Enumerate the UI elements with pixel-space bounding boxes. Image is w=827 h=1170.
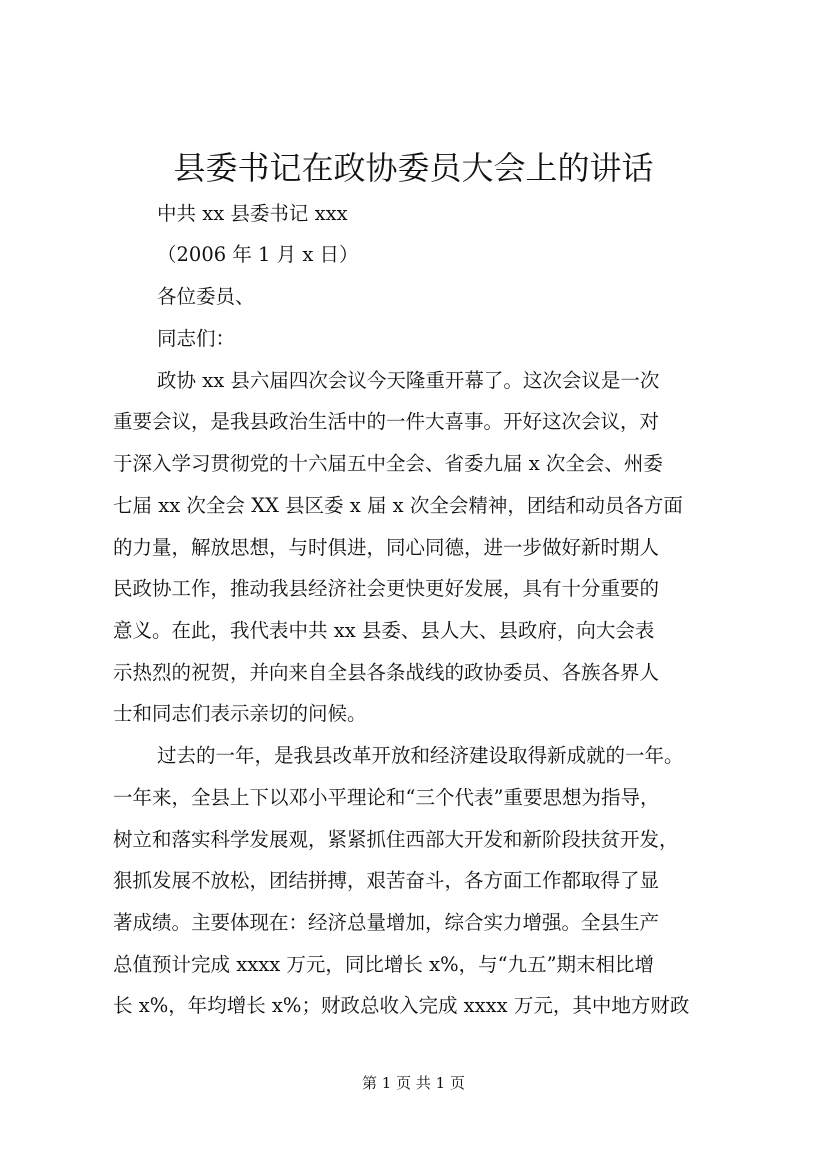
salutation-members: 各位委员、	[157, 285, 255, 308]
paragraph-line: 政协 xx 县六届四次会议今天隆重开幕了。这次会议是一次	[157, 369, 660, 392]
salutation-comrades: 同志们：	[157, 327, 236, 350]
paragraph-line: 长 x%，年均增长 x%；财政总收入完成 xxxx 万元，其中地方财政	[113, 994, 690, 1017]
document-title: 县委书记在政协委员大会上的讲话	[173, 149, 654, 187]
date-line: （2006 年 1 月 x 日）	[157, 243, 359, 266]
paragraph-line: 树立和落实科学发展观，紧紧抓住西部大开发和新阶段扶贫开发，	[113, 828, 679, 851]
paragraph-line: 示热烈的祝贺，并向来自全县各条战线的政协委员、各族各界人	[113, 661, 660, 684]
paragraph-line: 七届 xx 次全会 XX 县区委 x 届 x 次全会精神，团结和动员各方面	[113, 494, 683, 517]
author-line: 中共 xx 县委书记 xxx	[157, 202, 348, 225]
page-indicator: 第 1 页 共 1 页	[362, 1074, 465, 1092]
paragraph-line: 著成绩。主要体现在：经济总量增加，综合实力增强。全县生产	[113, 911, 660, 934]
paragraph-line: 一年来，全县上下以邓小平理论和“三个代表”重要思想为指导，	[113, 786, 660, 809]
paragraph-line: 过去的一年，是我县改革开放和经济建设取得新成就的一年。	[157, 744, 684, 767]
paragraph-line: 的力量，解放思想，与时俱进，同心同德，进一步做好新时期人	[113, 536, 660, 559]
paragraph-line: 民政协工作，推动我县经济社会更快更好发展，具有十分重要的	[113, 577, 660, 600]
paragraph-line: 意义。在此，我代表中共 xx 县委、县人大、县政府，向大会表	[113, 619, 655, 642]
paragraph-line: 重要会议，是我县政治生活中的一件大喜事。开好这次会议，对	[113, 410, 660, 433]
paragraph-line: 总值预计完成 xxxx 万元，同比增长 x%，与“九五”期末相比增	[113, 953, 655, 976]
paragraph-line: 于深入学习贯彻党的十六届五中全会、省委九届 x 次全会、州委	[113, 452, 663, 475]
paragraph-line: 狠抓发展不放松，团结拼搏，艰苦奋斗，各方面工作都取得了显	[113, 869, 660, 892]
paragraph-line: 士和同志们表示亲切的问候。	[113, 702, 367, 725]
